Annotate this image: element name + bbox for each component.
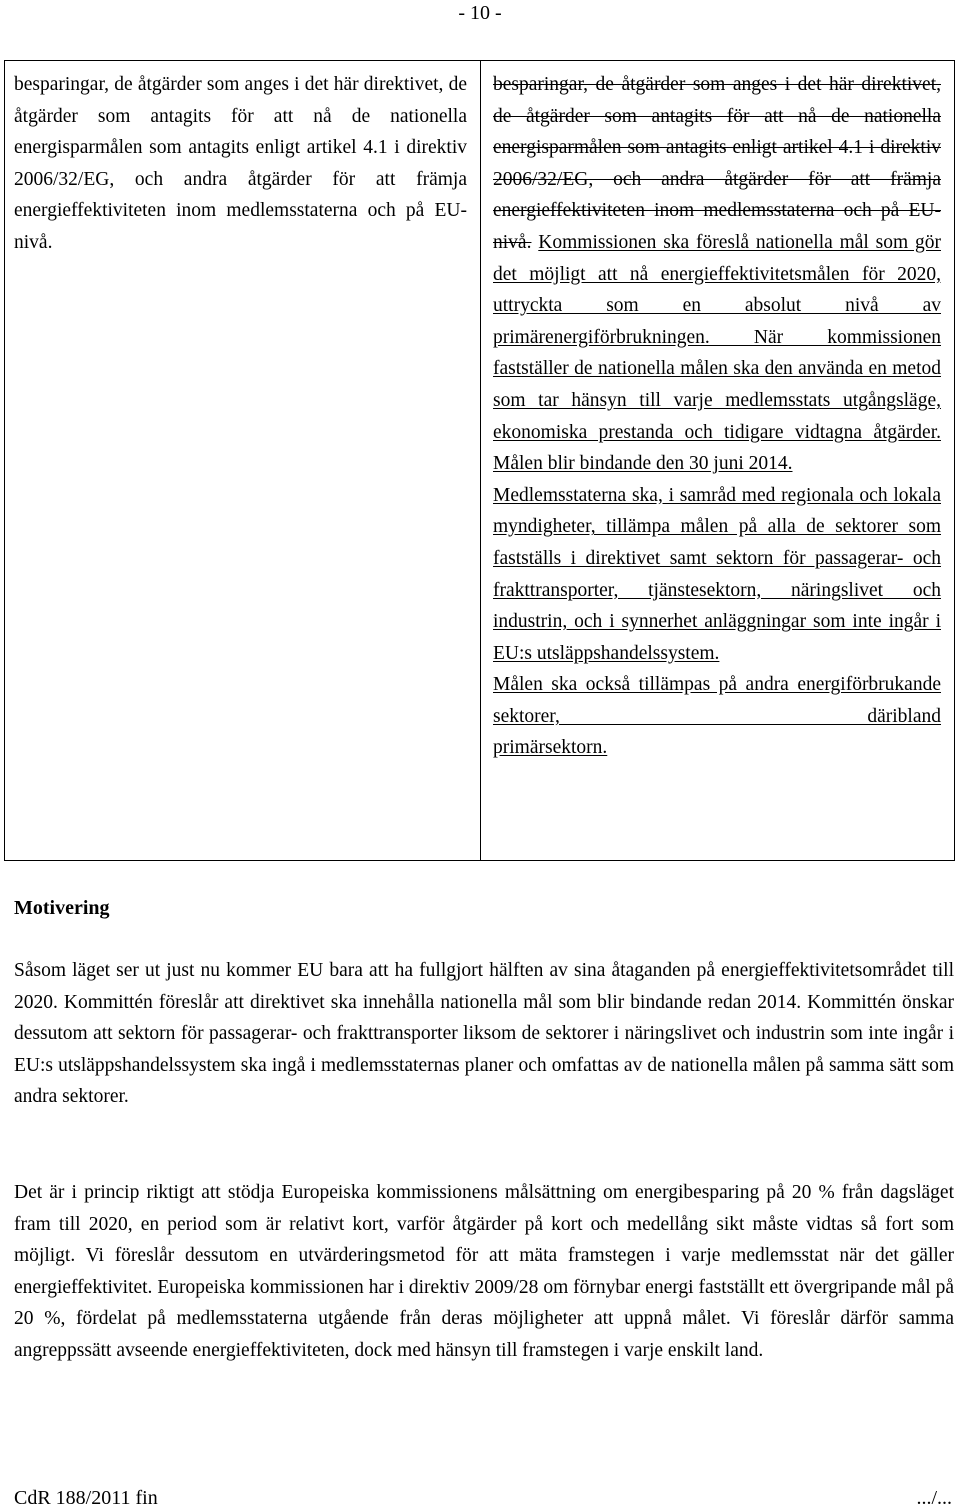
inserted-text-1: Kommissionen ska föreslå nationella mål som gör det möjligt att nå energieffektivitetsmålen för 2020, uttryckta som en absolut nivå av primärenergiförbrukningen. När kommissionen fastställer de nationella målen ska den använda en metod som tar hänsyn till varje medlemsstats utgångsläge, ekonomiska prestanda och tidigare vidtagna åtgärder. Målen blir bindande den 30 juni 2014. [493, 231, 941, 475]
inserted-text-3-line-1: Målen ska också tillämpas på andra energiförbrukande sektorer, däribland [493, 674, 941, 727]
deleted-text: besparingar, de åtgärder som anges i det här direktivet, de åtgärder som antagits för att nå de nationella energisparmålen som antagits enligt artikel 4.1 i direktiv 2006/32/EG, och andra åtgärder för att främja energieffektiviteten inom medlemsstaterna och på EU-nivå. [493, 74, 941, 253]
amended-text-block-3 [493, 669, 941, 732]
continuation-mark: .../... [916, 1487, 952, 1509]
original-text: besparingar, de åtgärder som anges i det här direktivet, de åtgärder som antagits för att nå de nationella energisparmålen som antagits enligt artikel 4.1 i direktiv 2006/32/EG, och andra åtgärder för att främja energieffektiviteten inom medlemsstaterna och på EU-nivå. [14, 74, 467, 253]
inserted-text-3-line-2: primärsektorn. [493, 737, 608, 759]
section-heading: Motivering [14, 897, 110, 919]
page-number: - 10 - [458, 2, 502, 24]
amended-text-cell [481, 61, 954, 860]
amended-text-block-2 [493, 480, 941, 670]
amendment-table [4, 60, 955, 861]
body-paragraph-1: Såsom läget ser ut just nu kommer EU bara att ha fullgjort hälften av sina åtaganden på energieffektivitetsområdet till 2020. Kommittén föreslår att direktivet ska innehålla nationella mål som blir bindande redan 2014. Kommittén önskar dessutom att sektorn för passagerar- och frakttransporter liksom de sektorer i näringslivet och industrin som inte ingår i EU:s utsläppshandelssystem ska ingå i medlemsstaternas planer och omfattas av de nationella målen på samma sätt som andra sektorer. [14, 960, 954, 1108]
amended-text-block [493, 69, 941, 480]
original-text-cell [5, 61, 481, 860]
inserted-text-2: Medlemsstaterna ska, i samråd med regionala och lokala myndigheter, tillämpa målen på alla de sektorer som fastställs i direktivet samt sektorn för passagerar- och frakttransporter, tjänstesektorn, näringslivet och industrin, och i synnerhet anläggningar som inte ingår i EU:s utsläppshandelssystem. [493, 484, 941, 664]
body-paragraph-2: Det är i princip riktigt att stödja Europeiska kommissionens målsättning om energibesparing på 20 % från dagsläget fram till 2020, en period som är relativt kort, varför åtgärder på kort och medellång sikt måste vidtas så fort som möjligt. Vi föreslår dessutom en utvärderingsmetod för att mäta framstegen i varje medlemsstat när det gäller energieffektivitet. Europeiska kommissionen har i direktiv 2009/28 om förnybar energi fastställt ett övergripande mål på 20 %, fördelat på medlemsstaterna utgående från deras möjligheter att uppnå målet. Vi föreslår därför samma angreppssätt avseende energieffektiviteten, dock med hänsyn till framstegen i varje enskilt land. [14, 1182, 954, 1361]
document-reference: CdR 188/2011 fin [14, 1487, 158, 1509]
amended-text-block-3b [493, 732, 941, 764]
